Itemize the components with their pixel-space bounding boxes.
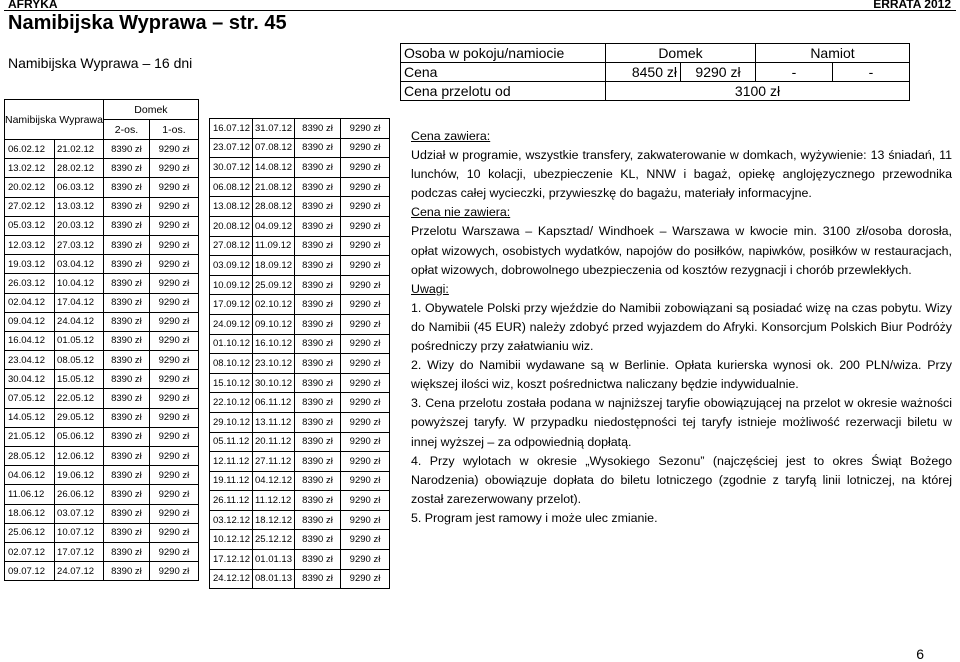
table-cell: 13.11.12 (253, 412, 295, 432)
table-cell: 25.09.12 (253, 275, 295, 295)
table-cell: 26.03.12 (5, 274, 55, 293)
table-row (210, 452, 390, 472)
table-cell: 24.07.12 (55, 562, 104, 581)
price-cell: 9290 zł (681, 63, 756, 82)
table-cell: 05.11.12 (210, 432, 253, 452)
table-cell: 8390 zł (103, 274, 149, 293)
table-cell: 9290 zł (341, 491, 390, 511)
table-cell: 9290 zł (341, 334, 390, 354)
price-cell: - (756, 63, 833, 82)
table-cell: 9290 zł (341, 373, 390, 393)
price-cell: Domek (606, 44, 756, 63)
table-cell: 07.05.12 (5, 389, 55, 408)
table-cell: 13.08.12 (210, 197, 253, 217)
table-cell: 17.09.12 (210, 295, 253, 315)
excluded-heading: Cena nie zawiera: (411, 205, 511, 220)
table-cell: 8390 zł (103, 370, 149, 389)
table-cell: 06.03.12 (55, 178, 104, 197)
price-row-cena (401, 63, 910, 82)
table-cell: 8390 zł (103, 331, 149, 350)
table-cell: 9290 zł (341, 216, 390, 236)
price-cell: 8450 zł (606, 63, 681, 82)
table-cell: 8390 zł (103, 140, 149, 159)
table-cell: 9290 zł (341, 412, 390, 432)
table-cell: 10.09.12 (210, 275, 253, 295)
table-row (210, 432, 390, 452)
table-cell: 17.12.12 (210, 550, 253, 570)
table-cell: 9290 zł (149, 293, 198, 312)
table-cell: 8390 zł (295, 393, 341, 413)
col-2os-header: 2-os. (103, 120, 149, 140)
table-cell: 9290 zł (149, 447, 198, 466)
table-row (210, 177, 390, 197)
table-row (5, 178, 199, 197)
table-cell: 9290 zł (149, 370, 198, 389)
table-cell: 8390 zł (103, 235, 149, 254)
notes-section (411, 127, 952, 528)
table-row (210, 354, 390, 374)
table-cell: 9290 zł (149, 216, 198, 235)
remark-1: 1. Obywatele Polski przy wjeździe do Namibii zobowiązani są posiadać wizę na czas pobytu. Wizy do Namibii (45 EUR) należy zdobyć przed wyjazdem do Afryki. Konsorcjum Polskich Biur Podróży pośredniczy przy załatwianiu wiz. (411, 300, 952, 354)
table-row (210, 569, 390, 589)
table-cell: 9290 zł (341, 197, 390, 217)
table-cell: 12.06.12 (55, 447, 104, 466)
table-cell: 04.12.12 (253, 471, 295, 491)
table-cell: 18.12.12 (253, 510, 295, 530)
remark-4: 4. Przy wylotach w okresie „Wysokiego Sezonu” (najczęściej jest to okres Świąt Bożego Narodzenia) obowiązuje dopłata do biletu lotniczego (zgodnie z taryfą linii lotniczej, na której został zarezerwowany przelot). (411, 453, 952, 506)
table-cell: 9290 zł (149, 140, 198, 159)
table-cell: 06.08.12 (210, 177, 253, 197)
table-cell: 27.03.12 (55, 235, 104, 254)
table-cell: 9290 zł (341, 236, 390, 256)
table-cell: 17.04.12 (55, 293, 104, 312)
price-row-przelot (401, 82, 910, 101)
table-row (210, 158, 390, 178)
table-row (5, 159, 199, 178)
table-cell: 24.09.12 (210, 314, 253, 334)
table-cell: 8390 zł (295, 569, 341, 589)
table-cell: 16.04.12 (5, 331, 55, 350)
table-cell: 8390 zł (103, 447, 149, 466)
table-row (210, 491, 390, 511)
table-cell: 14.05.12 (5, 408, 55, 427)
table-cell: 05.03.12 (5, 216, 55, 235)
table-row (210, 471, 390, 491)
table-cell: 02.10.12 (253, 295, 295, 315)
table-row (210, 314, 390, 334)
table-cell: 19.11.12 (210, 471, 253, 491)
table-cell: 28.02.12 (55, 159, 104, 178)
table-cell: 8390 zł (295, 119, 341, 139)
table-cell: 8390 zł (295, 177, 341, 197)
table-cell: 10.04.12 (55, 274, 104, 293)
table-cell: 18.09.12 (253, 256, 295, 276)
table-row (5, 562, 199, 581)
table-cell: 9290 zł (341, 550, 390, 570)
price-cell: Namiot (756, 44, 910, 63)
table-cell: 8390 zł (103, 504, 149, 523)
remark-5: 5. Program jest ramowy i może ulec zmianie. (411, 510, 658, 525)
table-cell: 20.03.12 (55, 216, 104, 235)
table-cell: 02.07.12 (5, 542, 55, 561)
table-cell: 30.07.12 (210, 158, 253, 178)
table-cell: 29.05.12 (55, 408, 104, 427)
included-heading: Cena zawiera: (411, 129, 491, 143)
table-cell: 9290 zł (149, 178, 198, 197)
remark-2: 2. Wizy do Namibii wydawane są w Berlinie. Opłata kurierska wynosi ok. 200 PLN/wiza. Przy większej ilości wiz, koszt pośrednictwa naliczany będzie indywidualnie. (411, 358, 952, 392)
table-cell: 21.02.12 (55, 140, 104, 159)
table-row (5, 408, 199, 427)
price-cell: Osoba w pokoju/namiocie (401, 44, 606, 63)
table-cell: 8390 zł (103, 178, 149, 197)
price-cell: - (833, 63, 910, 82)
table-cell: 27.02.12 (5, 197, 55, 216)
table-cell: 9290 zł (149, 389, 198, 408)
table-cell: 8390 zł (295, 432, 341, 452)
table-cell: 9290 zł (341, 256, 390, 276)
table-cell: 04.09.12 (253, 216, 295, 236)
table-cell: 04.06.12 (5, 466, 55, 485)
table-row (5, 216, 199, 235)
table-cell: 29.10.12 (210, 412, 253, 432)
table-row (210, 295, 390, 315)
table-cell: 30.10.12 (253, 373, 295, 393)
table-cell: 8390 zł (103, 542, 149, 561)
table-cell: 01.01.13 (253, 550, 295, 570)
table-row (5, 293, 199, 312)
remark-3: 3. Cena przelotu została podana w najniższej taryfie obowiązującej na przelot w okresie ważności powyższej taryfy. W przypadku niedostępności tej taryfy istnieje możliwość rezerwacji biletu w innej wyższej – za odpowiednią dopłatą. (411, 396, 952, 449)
dates-table-left (4, 99, 199, 581)
included-text: Udział w programie, wszystkie transfery, zakwaterowanie w domkach, wyżywienie: 13 śniadań, 11 lunchów, 10 kolacji, ubezpieczenie KL, NNW i bagaż, opiekę anglojęzycznego przewodnika podczas całej wycieczki, przywieszkę do bagażu, materiały informacyjne. (411, 148, 952, 201)
table-row (5, 389, 199, 408)
table-row (5, 312, 199, 331)
table-row (210, 373, 390, 393)
page-title: Namibijska Wyprawa – str. 45 (8, 12, 287, 34)
table-cell: 24.04.12 (55, 312, 104, 331)
table-cell: 15.10.12 (210, 373, 253, 393)
table-cell: 9290 zł (149, 562, 198, 581)
table-row (5, 197, 199, 216)
col-1os-header: 1-os. (149, 120, 198, 140)
table-cell: 12.11.12 (210, 452, 253, 472)
table-cell: 23.04.12 (5, 351, 55, 370)
table-cell: 9290 zł (341, 530, 390, 550)
table-cell: 07.08.12 (253, 138, 295, 158)
table-cell: 20.11.12 (253, 432, 295, 452)
table-cell: 8390 zł (103, 197, 149, 216)
table-cell: 9290 zł (341, 569, 390, 589)
table-row (5, 370, 199, 389)
table-cell: 9290 zł (149, 235, 198, 254)
table-row (210, 393, 390, 413)
excluded-text: Przelotu Warszawa – Kapsztad/ Windhoek – Warszawa w kwocie min. 3100 zł/osoba dorosła, opłat wizowych, osobistych wydatków, napojów do posiłków, napiwków, posiłków w restauracjach, opłat wizowych, dobrowolnego ubezpieczenia od kosztów rezygnacji i chorób przewlekłych. (411, 224, 952, 277)
header-right: ERRATA 2012 (873, 0, 951, 11)
remarks-heading: Uwagi: (411, 281, 449, 296)
table-cell: 9290 zł (149, 485, 198, 504)
table-cell: 31.07.12 (253, 119, 295, 139)
table-cell: 8390 zł (295, 452, 341, 472)
price-cell: Cena przelotu od (401, 82, 606, 101)
table-cell: 23.10.12 (253, 354, 295, 374)
table-cell: 9290 zł (341, 138, 390, 158)
table-cell: 09.10.12 (253, 314, 295, 334)
table-row (5, 351, 199, 370)
table-cell: 8390 zł (295, 236, 341, 256)
table-cell: 9290 zł (341, 295, 390, 315)
table-cell: 02.04.12 (5, 293, 55, 312)
table-row (210, 216, 390, 236)
table-cell: 8390 zł (103, 255, 149, 274)
table-cell: 8390 zł (103, 408, 149, 427)
table-cell: 13.03.12 (55, 197, 104, 216)
table-row (5, 523, 199, 542)
table-cell: 9290 zł (341, 393, 390, 413)
table-cell: 8390 zł (295, 216, 341, 236)
table-cell: 28.05.12 (5, 447, 55, 466)
table-cell: 9290 zł (149, 255, 198, 274)
table-row (5, 542, 199, 561)
table-cell: 9290 zł (341, 275, 390, 295)
table-cell: 08.10.12 (210, 354, 253, 374)
table-cell: 11.09.12 (253, 236, 295, 256)
table-cell: 9290 zł (341, 432, 390, 452)
table-cell: 8390 zł (295, 158, 341, 178)
table-cell: 13.02.12 (5, 159, 55, 178)
header-left: AFRYKA (8, 0, 58, 11)
table-cell: 9290 zł (149, 504, 198, 523)
table-row (5, 466, 199, 485)
table-cell: 8390 zł (295, 138, 341, 158)
table-cell: 8390 zł (103, 485, 149, 504)
table-cell: 9290 zł (149, 159, 198, 178)
table-cell: 26.11.12 (210, 491, 253, 511)
table-cell: 23.07.12 (210, 138, 253, 158)
table-row (210, 412, 390, 432)
table-row (5, 331, 199, 350)
table-cell: 9290 zł (341, 119, 390, 139)
table-cell: 9290 zł (341, 354, 390, 374)
table-cell: 9290 zł (149, 274, 198, 293)
table-cell: 10.12.12 (210, 530, 253, 550)
table-cell: 8390 zł (103, 312, 149, 331)
table-cell: 9290 zł (149, 197, 198, 216)
table-cell: 27.08.12 (210, 236, 253, 256)
table-cell: 9290 zł (149, 427, 198, 446)
table-row (210, 197, 390, 217)
table-row (210, 275, 390, 295)
table-cell: 8390 zł (295, 295, 341, 315)
price-cell: Cena (401, 63, 606, 82)
table-row (5, 504, 199, 523)
table-cell: 16.07.12 (210, 119, 253, 139)
table-row (210, 119, 390, 139)
table-row (5, 485, 199, 504)
table-cell: 9290 zł (149, 466, 198, 485)
dates-table-right (209, 118, 390, 589)
table-cell: 8390 zł (103, 523, 149, 542)
table-cell: 03.09.12 (210, 256, 253, 276)
table-cell: 21.05.12 (5, 427, 55, 446)
table-cell: 8390 zł (295, 530, 341, 550)
table-cell: 09.04.12 (5, 312, 55, 331)
table-cell: 09.07.12 (5, 562, 55, 581)
table-cell: 9290 zł (341, 510, 390, 530)
table-cell: 9290 zł (149, 408, 198, 427)
table-cell: 10.07.12 (55, 523, 104, 542)
table-cell: 8390 zł (295, 373, 341, 393)
table-row (5, 447, 199, 466)
table-row (210, 550, 390, 570)
table-cell: 8390 zł (295, 256, 341, 276)
table-cell: 26.06.12 (55, 485, 104, 504)
table-cell: 28.08.12 (253, 197, 295, 217)
table-row (210, 334, 390, 354)
table-cell: 9290 zł (149, 523, 198, 542)
table-cell: 06.11.12 (253, 393, 295, 413)
table-cell: 9290 zł (341, 471, 390, 491)
table-cell: 20.02.12 (5, 178, 55, 197)
table-row (5, 255, 199, 274)
table-cell: 01.10.12 (210, 334, 253, 354)
table-cell: 19.03.12 (5, 255, 55, 274)
table-cell: 9290 zł (341, 177, 390, 197)
table-cell: 8390 zł (295, 354, 341, 374)
table-row (210, 256, 390, 276)
header-divider (4, 10, 956, 11)
table-cell: 01.05.12 (55, 331, 104, 350)
table-cell: 8390 zł (295, 197, 341, 217)
table-cell: 08.05.12 (55, 351, 104, 370)
table-cell: 06.02.12 (5, 140, 55, 159)
table-cell: 24.12.12 (210, 569, 253, 589)
trip-name-header: Namibijska Wyprawa (5, 100, 104, 140)
table-cell: 03.04.12 (55, 255, 104, 274)
table-row (210, 236, 390, 256)
table-cell: 17.07.12 (55, 542, 104, 561)
table-row (5, 235, 199, 254)
domek-header: Domek (103, 100, 198, 120)
table-cell: 22.05.12 (55, 389, 104, 408)
table-row (210, 510, 390, 530)
table-cell: 08.01.13 (253, 569, 295, 589)
table-row (210, 138, 390, 158)
table-cell: 8390 zł (295, 412, 341, 432)
table-cell: 15.05.12 (55, 370, 104, 389)
dates-table-head (5, 100, 199, 120)
table-cell: 9290 zł (149, 351, 198, 370)
page-subtitle: Namibijska Wyprawa – 16 dni (8, 55, 193, 71)
table-cell: 14.08.12 (253, 158, 295, 178)
table-cell: 9290 zł (149, 312, 198, 331)
table-cell: 30.04.12 (5, 370, 55, 389)
table-cell: 05.06.12 (55, 427, 104, 446)
table-cell: 9290 zł (149, 331, 198, 350)
table-cell: 9290 zł (149, 542, 198, 561)
table-cell: 8390 zł (103, 351, 149, 370)
table-cell: 25.12.12 (253, 530, 295, 550)
table-cell: 27.11.12 (253, 452, 295, 472)
price-cell: 3100 zł (606, 82, 910, 101)
table-cell: 9290 zł (341, 158, 390, 178)
table-cell: 8390 zł (295, 275, 341, 295)
price-row-header (401, 44, 910, 63)
page-number: 6 (916, 646, 924, 662)
table-cell: 8390 zł (103, 389, 149, 408)
table-cell: 18.06.12 (5, 504, 55, 523)
table-row (210, 530, 390, 550)
table-cell: 8390 zł (295, 491, 341, 511)
table-row (5, 140, 199, 159)
table-row (5, 274, 199, 293)
table-cell: 19.06.12 (55, 466, 104, 485)
table-cell: 16.10.12 (253, 334, 295, 354)
table-cell: 8390 zł (295, 471, 341, 491)
table-cell: 11.12.12 (253, 491, 295, 511)
table-cell: 11.06.12 (5, 485, 55, 504)
table-cell: 8390 zł (295, 510, 341, 530)
price-table (400, 43, 910, 101)
table-cell: 9290 zł (341, 314, 390, 334)
table-cell: 8390 zł (295, 334, 341, 354)
table-row (5, 427, 199, 446)
table-cell: 20.08.12 (210, 216, 253, 236)
table-cell: 8390 zł (103, 427, 149, 446)
table-cell: 8390 zł (295, 314, 341, 334)
table-cell: 8390 zł (103, 216, 149, 235)
table-cell: 8390 zł (103, 562, 149, 581)
table-cell: 25.06.12 (5, 523, 55, 542)
table-cell: 8390 zł (103, 293, 149, 312)
table-cell: 03.07.12 (55, 504, 104, 523)
table-cell: 22.10.12 (210, 393, 253, 413)
table-cell: 21.08.12 (253, 177, 295, 197)
table-cell: 9290 zł (341, 452, 390, 472)
table-cell: 03.12.12 (210, 510, 253, 530)
table-cell: 8390 zł (103, 466, 149, 485)
table-cell: 8390 zł (103, 159, 149, 178)
table-cell: 12.03.12 (5, 235, 55, 254)
table-cell: 8390 zł (295, 550, 341, 570)
